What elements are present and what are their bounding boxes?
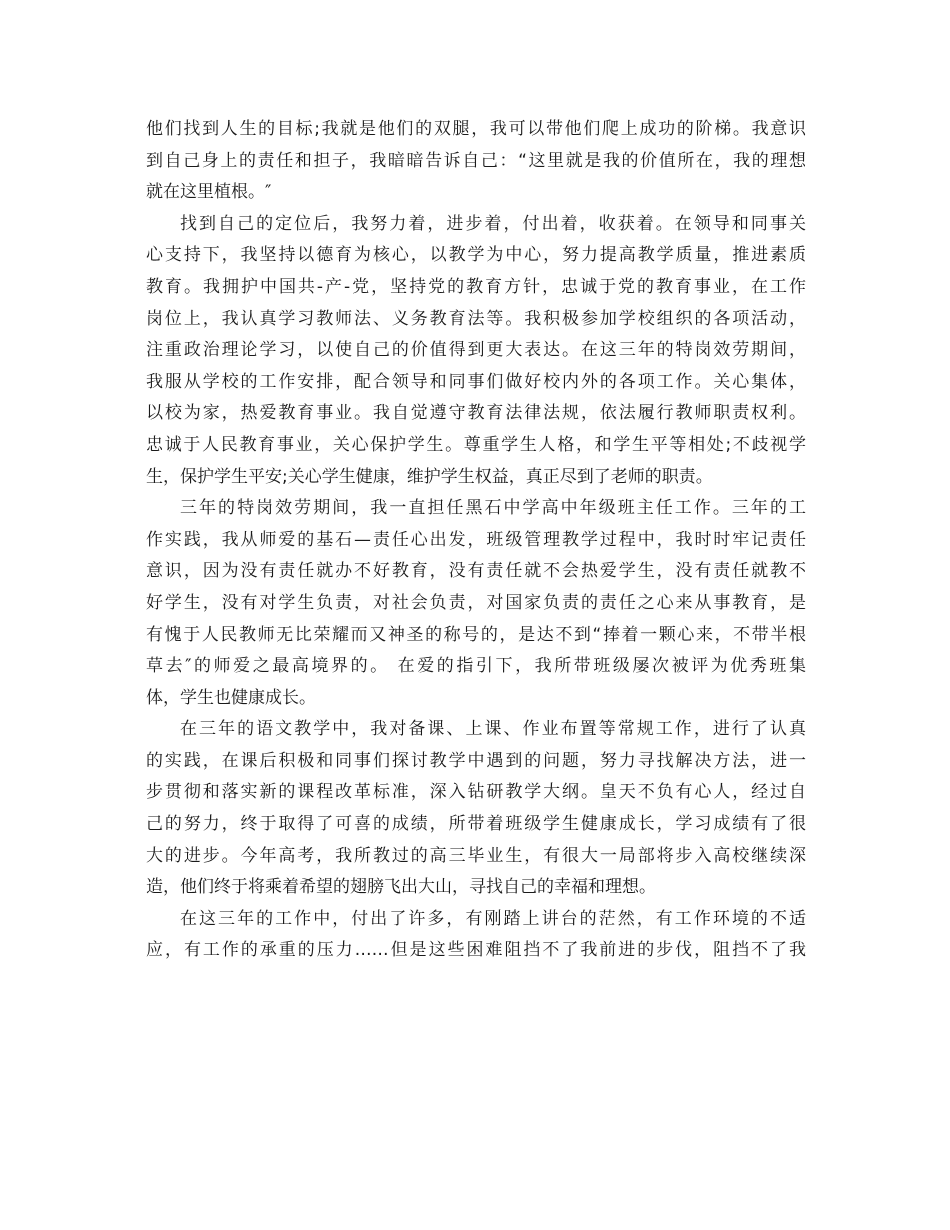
text-line: 意识，因为没有责任就办不好教育，没有责任就不会热爱学生，没有责任就教不 [146,561,806,582]
text-line: 在这三年的工作中，付出了许多，有刚踏上讲台的茫然，有工作环境的不适 [180,908,806,929]
text-line: 的实践，在课后积极和同事们探讨教学中遇到的问题，努力寻找解决方法，进一 [146,750,806,771]
text-line: 步贯彻和落实新的课程改革标准，深入钻研教学大纲。皇天不负有心人，经过自 [146,782,806,803]
text-line: 找到自己的定位后，我努力着，进步着，付出着，收获着。在领导和同事关 [180,213,806,234]
text-line: 在三年的语文教学中，我对备课、上课、作业布置等常规工作，进行了认真 [180,719,806,740]
text-line: 己的努力，终于取得了可喜的成绩，所带着班级学生健康成长，学习成绩有了很 [146,814,806,835]
text-line: 体，学生也健康成长。 [146,687,316,708]
text-line: 注重政治理论学习，以使自己的价值得到更大表达。在这三年的特岗效劳期间， [146,340,806,361]
paragraph [146,714,806,904]
text-line: 三年的特岗效劳期间，我一直担任黑石中学高中年级班主任工作。三年的工 [180,498,806,519]
text-line: 到自己身上的责任和担子，我暗暗告诉自己：“这里就是我的价值所在，我的理想 [146,150,806,171]
text-line: 大的进步。今年高考，我所教过的高三毕业生，有很大一局部将步入高校继续深 [146,845,806,866]
text-line: 岗位上，我认真学习教师法、义务教育法等。我积极参加学校组织的各项活动， [146,308,806,329]
text-line: 好学生，没有对学生负责，对社会负责，对国家负责的责任之心来从事教育，是 [146,592,806,613]
text-line: 造，他们终于将乘着希望的翅膀飞出大山，寻找自己的幸福和理想。 [146,877,656,898]
paragraph [146,209,806,493]
text-line: 有愧于人民教师无比荣耀而又神圣的称号的，是达不到“捧着一颗心来，不带半根 [146,624,806,645]
text-line: 应，有工作的承重的压力……但是这些困难阻挡不了我前进的步伐，阻挡不了我 [146,940,806,961]
text-line: 生，保护学生平安;关心学生健康，维护学生权益，真正尽到了老师的职责。 [146,466,713,487]
text-line: 教育。我拥护中国共-产-党，坚持党的教育方针，忠诚于党的教育事业，在工作 [146,276,806,297]
paragraph [146,114,806,209]
text-line: 作实践，我从师爱的基石—责任心出发，班级管理教学过程中，我时时牢记责任 [146,529,806,550]
text-line: 草去″的师爱之最高境界的。 在爱的指引下，我所带班级屡次被评为优秀班集 [146,656,806,677]
text-line: 忠诚于人民教育事业，关心保护学生。尊重学生人格，和学生平等相处;不歧视学 [146,434,806,455]
document-body [146,114,806,967]
text-line: 心支持下，我坚持以德育为核心，以教学为中心，努力提高教学质量，推进素质 [146,245,806,266]
text-line: 就在这里植根。″ [146,182,272,203]
text-line: 他们找到人生的目标;我就是他们的双腿，我可以带他们爬上成功的阶梯。我意识 [146,119,806,139]
text-line: 以校为家，热爱教育事业。我自觉遵守教育法律法规，依法履行教师职责权利。 [146,403,806,424]
paragraph [146,493,806,714]
paragraph [146,904,806,967]
text-line: 我服从学校的工作安排，配合领导和同事们做好校内外的各项工作。关心集体， [146,371,806,392]
